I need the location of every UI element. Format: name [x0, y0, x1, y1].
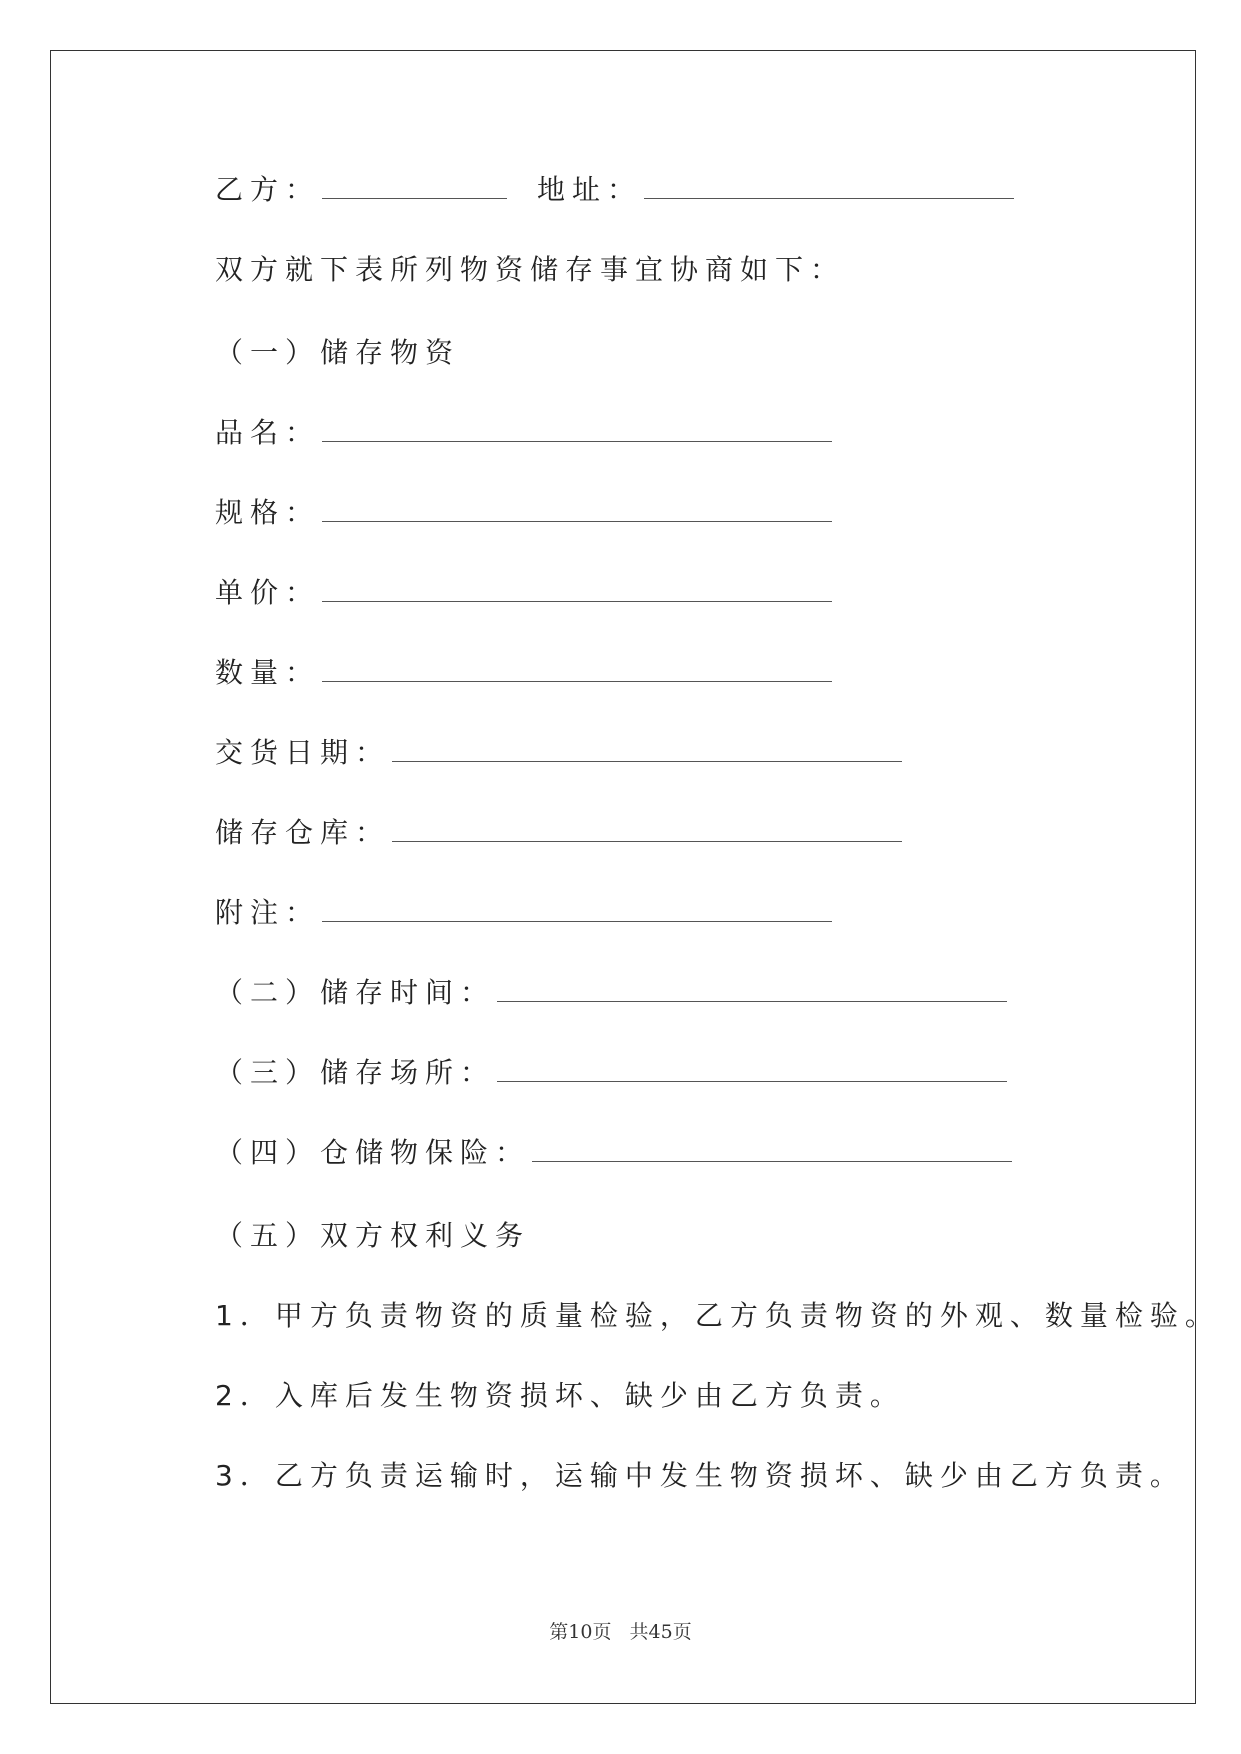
address-label: 地址： [537, 173, 643, 206]
section3-line [215, 1055, 1007, 1091]
field-quantity [215, 655, 832, 691]
footer-page-prefix: 第 [549, 1621, 569, 1643]
address-blank[interactable] [644, 172, 1014, 199]
field-remarks-label: 附注： [215, 896, 321, 929]
section2-line [215, 975, 1007, 1011]
section3-blank[interactable] [497, 1055, 1007, 1082]
field-delivery-date [215, 735, 902, 771]
field-delivery-date-blank[interactable] [392, 735, 902, 762]
section2-blank[interactable] [497, 975, 1007, 1002]
section5-item-2: 2．入库后发生物资损坏、缺少由乙方负责。 [215, 1379, 905, 1412]
field-unit-price-label: 单价： [215, 576, 321, 609]
footer-total-suffix: 页 [672, 1621, 692, 1643]
section5-item-1: 1．甲方负责物资的质量检验，乙方负责物资的外观、数量检验。 [215, 1299, 1220, 1332]
section5-item-3: 3．乙方负责运输时，运输中发生物资损坏、缺少由乙方负责。 [215, 1459, 1185, 1492]
field-quantity-label: 数量： [215, 656, 321, 689]
section2-label: （二）储存时间： [215, 976, 496, 1009]
field-delivery-date-label: 交货日期： [215, 736, 391, 769]
field-quantity-blank[interactable] [322, 655, 832, 682]
field-spec-label: 规格： [215, 496, 321, 529]
party-b-blank[interactable] [322, 172, 507, 199]
footer-page-number: 10 [568, 1621, 593, 1643]
footer-page-suffix: 页 [592, 1621, 612, 1643]
field-name [215, 415, 832, 451]
party-b-line [215, 172, 1014, 208]
party-b-label: 乙方： [215, 173, 321, 206]
section4-blank[interactable] [532, 1135, 1012, 1162]
section3-label: （三）储存场所： [215, 1056, 496, 1089]
field-remarks [215, 895, 832, 931]
page-border [50, 50, 1196, 1704]
section4-line [215, 1135, 1012, 1171]
field-warehouse-blank[interactable] [392, 815, 902, 842]
section4-label: （四）仓储物保险： [215, 1136, 531, 1169]
field-spec-blank[interactable] [322, 495, 832, 522]
field-unit-price [215, 575, 832, 611]
footer-total-pages: 45 [648, 1621, 673, 1643]
page-footer [0, 1617, 1241, 1644]
section5-title: （五）双方权利义务 [215, 1219, 531, 1252]
section1-title: （一）储存物资 [215, 336, 461, 369]
field-name-label: 品名： [215, 416, 321, 449]
field-spec [215, 495, 832, 531]
field-remarks-blank[interactable] [322, 895, 832, 922]
field-warehouse [215, 815, 902, 851]
field-warehouse-label: 储存仓库： [215, 816, 391, 849]
intro-text: 双方就下表所列物资储存事宜协商如下： [215, 253, 846, 286]
footer-total-prefix: 共 [629, 1621, 649, 1643]
field-name-blank[interactable] [322, 415, 832, 442]
field-unit-price-blank[interactable] [322, 575, 832, 602]
